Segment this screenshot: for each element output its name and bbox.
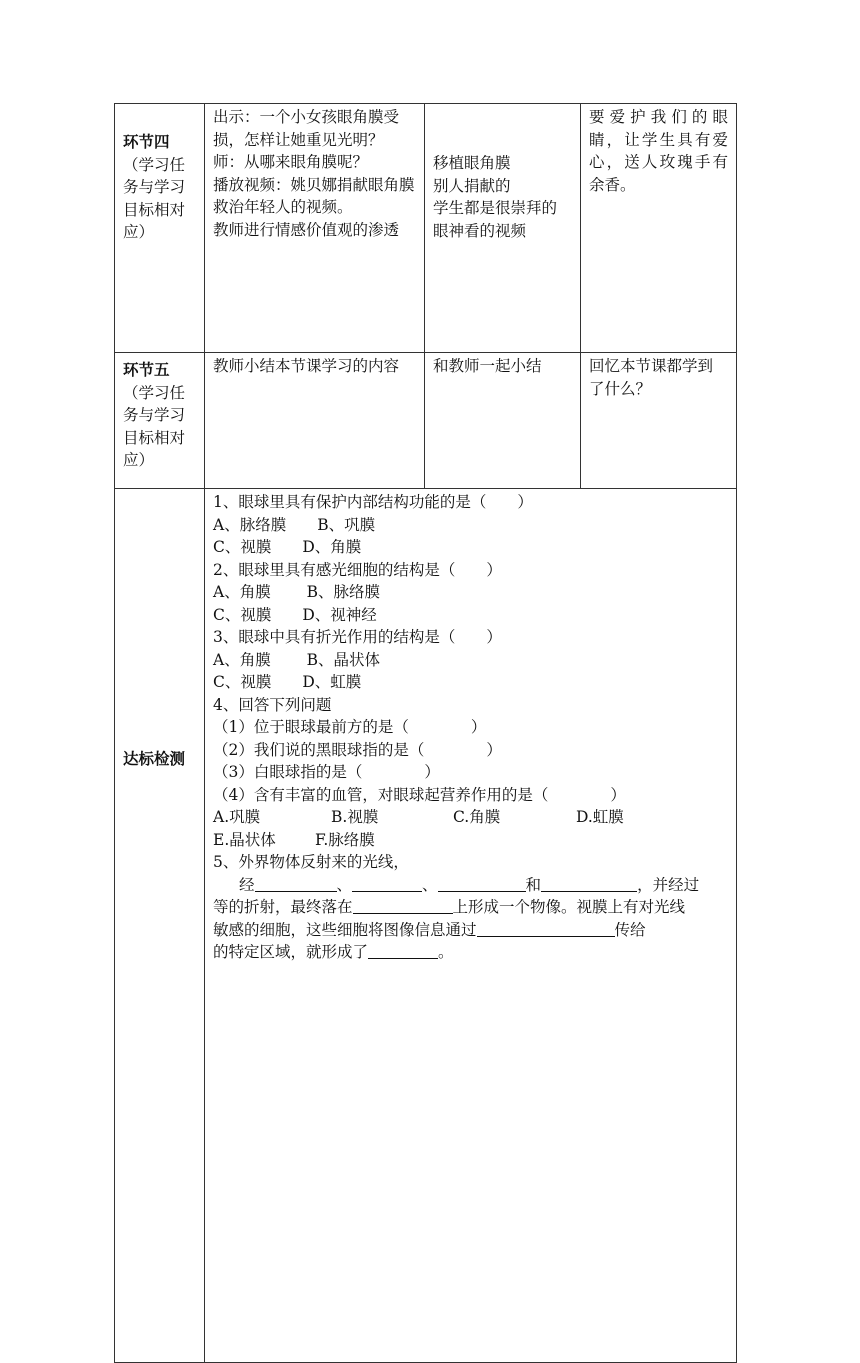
q5-dun1: 、 (336, 875, 353, 894)
stage4-row (115, 104, 737, 353)
q5-after: ，并经过 (637, 875, 700, 894)
q3-options-cd: C、视膜 D、虹膜 (213, 673, 362, 691)
q5-line2-a: 等的折射，最终落在 (213, 898, 353, 916)
q1-text: 1、眼球里具有保护内部结构功能的是（ ） (213, 493, 533, 511)
stage4-teacher-line-3: 播放视频：姚贝娜捐献眼角膜救治年轻人的视频。 (213, 175, 415, 216)
q5-line3 (213, 919, 728, 942)
stage5-label-cell (115, 353, 205, 489)
stage4-teacher-line-2: 师：从哪来眼角膜呢？ (213, 153, 369, 171)
q5-line1 (213, 874, 728, 897)
q5-blank-7[interactable] (368, 942, 438, 959)
q5-line4-b: 。 (438, 943, 454, 961)
q5-blank-4[interactable] (541, 875, 637, 892)
stage4-student-line-1: 移植眼角膜 (433, 154, 511, 172)
lesson-table (114, 103, 737, 1363)
stage4-student-cell (425, 104, 581, 353)
q3-text: 3、眼球中具有折光作用的结构是（ ） (213, 628, 502, 646)
q1-options-ab: A、脉络膜 B、巩膜 (213, 515, 376, 534)
check-content-cell (205, 489, 737, 1363)
option-a: A.巩膜 (213, 808, 261, 826)
stage4-teacher-cell (205, 104, 425, 353)
option-e: E.晶状体 (213, 830, 276, 849)
q4-options-row2 (213, 829, 728, 852)
q5-line3-b: 传给 (614, 920, 646, 939)
q5-intro: 5、外界物体反射来的光线， (213, 853, 409, 871)
q4-sub3: （3）白眼球指的是（ ） (213, 763, 440, 781)
stage5-teacher: 教师小结本节课学习的内容 (213, 357, 400, 375)
stage5-student: 和教师一起小结 (433, 357, 542, 375)
stage5-title: 环节五 (123, 360, 170, 379)
q3-options-ab: A、角膜 B、晶状体 (213, 650, 381, 669)
stage5-student-cell (425, 353, 581, 489)
q4-sub2: （2）我们说的黑眼球指的是（ ） (213, 740, 502, 759)
q5-blank-5[interactable] (353, 897, 453, 914)
stage4-intent-cell (581, 104, 737, 353)
option-b: B.视膜 (331, 808, 379, 826)
q5-he: 和 (525, 875, 542, 894)
q5-line4 (213, 941, 728, 964)
q1-options-cd: C、视膜 D、角膜 (213, 538, 362, 556)
stage5-subtitle: （学习任务与学习目标相对应） (123, 383, 186, 469)
q5-line2 (213, 896, 728, 919)
q2-options-cd: C、视膜 D、视神经 (213, 605, 377, 624)
q5-jing: 经 (239, 875, 255, 894)
q5-blank-1[interactable] (255, 875, 337, 892)
stage4-student-line-2: 别人捐献的 (433, 176, 511, 195)
q5-line4-a: 的特定区域，就形成了 (213, 943, 369, 961)
q4-text: 4、回答下列问题 (213, 695, 332, 714)
stage5-intent-cell (581, 353, 737, 489)
stage4-label-cell (115, 104, 205, 353)
q5-blank-2[interactable] (352, 875, 422, 892)
q5-blank-6[interactable] (477, 920, 615, 937)
stage5-row (115, 353, 737, 489)
q5-dun2: 、 (422, 875, 438, 894)
check-title: 达标检测 (123, 748, 186, 768)
stage4-subtitle: （学习任务与学习目标相对应） (123, 155, 186, 241)
option-f: F.脉络膜 (315, 830, 375, 849)
stage4-intent: 要爱护我们的眼睛，让学生具有爱心，送人玫瑰手有余香。 (589, 108, 728, 194)
stage5-teacher-cell (205, 353, 425, 489)
q2-text: 2、眼球里具有感光细胞的结构是（ ） (213, 560, 502, 579)
q5-line3-a: 敏感的细胞，这些细胞将图像信息通过 (213, 920, 477, 939)
option-d: D.虹膜 (576, 808, 624, 826)
q4-sub4: （4）含有丰富的血管，对眼球起营养作用的是（ ） (213, 785, 626, 804)
stage4-student-line-3: 学生都是很崇拜的眼神看的视频 (433, 199, 558, 240)
q5-blank-3[interactable] (438, 875, 526, 892)
q2-options-ab: A、角膜 B、脉络膜 (213, 583, 381, 601)
stage4-teacher-line-1: 出示：一个小女孩眼角膜受损，怎样让她重见光明？ (213, 108, 400, 149)
check-label-cell (115, 489, 205, 1363)
check-row (115, 489, 737, 1363)
q4-sub1: （1）位于眼球最前方的是（ ） (213, 718, 487, 736)
q4-options-row1 (213, 806, 728, 829)
q5-line2-b: 上形成一个物像。视膜上有对光线 (452, 898, 686, 916)
stage4-teacher-line-4: 教师进行情感价值观的渗透 (213, 220, 400, 239)
stage5-intent: 回忆本节课都学到了什么？ (589, 357, 714, 398)
option-c: C.角膜 (453, 808, 501, 826)
stage4-title: 环节四 (123, 132, 170, 151)
